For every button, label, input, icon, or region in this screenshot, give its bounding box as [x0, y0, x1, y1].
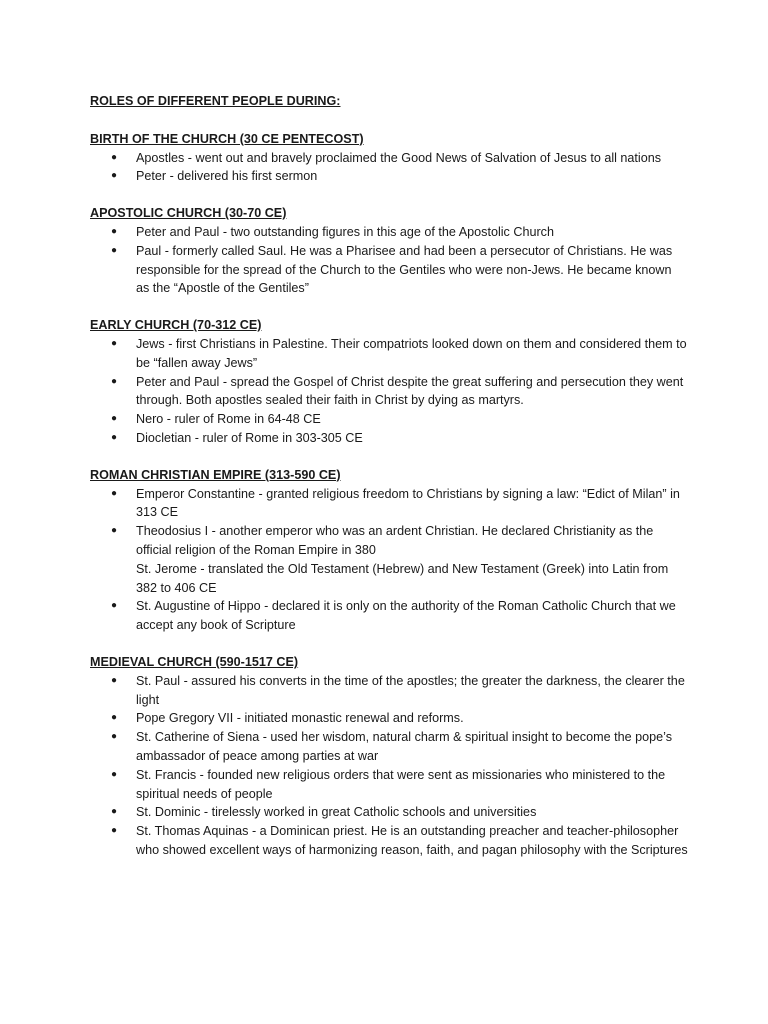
bullet-icon: ●: [111, 375, 118, 387]
bullet-list: [90, 223, 688, 298]
list-item-text: Nero - ruler of Rome in 64-48 CE: [136, 412, 321, 427]
list-item-text: Jews - first Christians in Palestine. Their compatriots looked down on them and considered them to be “fallen away Jews”: [136, 336, 687, 370]
section: [90, 130, 688, 186]
bullet-list: [90, 335, 688, 448]
list-item-extra-text: St. Jerome - translated the Old Testament (Hebrew) and New Testament (Greek) into Latin from 382 to 406 CE: [136, 561, 669, 595]
list-item: [90, 522, 688, 597]
bullet-icon: ●: [111, 337, 118, 349]
list-item-text: St. Francis - founded new religious orders that were sent as missionaries who ministered to the spiritual needs of people: [136, 767, 666, 801]
list-item-text: St. Dominic - tirelessly worked in great Catholic schools and universities: [136, 805, 537, 820]
bullet-icon: ●: [111, 731, 118, 743]
list-item: [90, 766, 688, 804]
bullet-icon: ●: [111, 225, 118, 237]
list-item: [90, 597, 688, 635]
document-title: ROLES OF DIFFERENT PEOPLE DURING:: [90, 94, 341, 108]
section: [90, 204, 688, 298]
list-item-text: Apostles - went out and bravely proclaimed the Good News of Salvation of Jesus to all nations: [136, 150, 662, 165]
bullet-icon: ●: [111, 825, 118, 837]
list-item: [90, 373, 688, 411]
section: [90, 466, 688, 635]
list-item: [90, 728, 688, 766]
list-item: [90, 803, 688, 822]
list-item-text: Emperor Constantine - granted religious freedom to Christians by signing a law: “Edict of Milan” in 313 CE: [136, 486, 680, 520]
list-item: [90, 822, 688, 860]
list-item: [90, 410, 688, 429]
section: [90, 316, 688, 448]
bullet-icon: ●: [111, 413, 118, 425]
list-item-text: St. Thomas Aquinas - a Dominican priest. He is an outstanding preacher and teacher-philosopher who showed excellent ways of harmonizing reason, faith, and pagan philosophy with the Scriptures: [136, 824, 688, 857]
section-heading: ROMAN CHRISTIAN EMPIRE (313-590 CE): [90, 467, 341, 482]
list-item: [90, 335, 688, 373]
list-item: [90, 485, 688, 523]
section-heading: APOSTOLIC CHURCH (30-70 CE): [90, 206, 287, 221]
bullet-icon: ●: [111, 244, 118, 256]
bullet-icon: ●: [111, 431, 118, 443]
bullet-list: [90, 485, 688, 635]
sections-container: [90, 130, 688, 860]
list-item-text: St. Paul - assured his converts in the time of the apostles; the greater the darkness, the clearer the light: [136, 673, 685, 707]
list-item: [90, 223, 688, 242]
list-item-text: St. Catherine of Siena - used her wisdom, natural charm & spiritual insight to become the pope’s ambassador of peace among parties at war: [136, 730, 672, 763]
bullet-icon: ●: [111, 170, 118, 182]
list-item-text: Peter and Paul - spread the Gospel of Christ despite the great suffering and persecution they went through. Both apostles sealed their faith in Christ by dying as martyrs.: [136, 374, 684, 408]
bullet-icon: ●: [111, 768, 118, 780]
list-item: [90, 242, 688, 298]
list-item-text: Pope Gregory VII - initiated monastic renewal and reforms.: [136, 711, 464, 726]
list-item: [90, 429, 688, 448]
list-item: [90, 149, 688, 168]
section-heading: EARLY CHURCH (70-312 CE): [90, 318, 262, 333]
list-item-text: Diocletian - ruler of Rome in 303-305 CE: [136, 430, 363, 445]
bullet-list: [90, 672, 688, 860]
bullet-icon: ●: [111, 712, 118, 724]
bullet-list: [90, 149, 688, 187]
section-heading: MEDIEVAL CHURCH (590-1517 CE): [90, 654, 299, 669]
list-item: [90, 167, 688, 186]
bullet-icon: ●: [111, 525, 118, 537]
section: [90, 653, 688, 860]
list-item: [90, 709, 688, 728]
section-heading: BIRTH OF THE CHURCH (30 CE PENTECOST): [90, 131, 364, 146]
list-item-text: Theodosius I - another emperor who was an ardent Christian. He declared Christianity as the official religion of the Roman Empire in 380: [136, 524, 654, 557]
bullet-icon: ●: [111, 806, 118, 818]
bullet-icon: ●: [111, 487, 118, 499]
list-item-text: Peter - delivered his first sermon: [136, 169, 318, 184]
list-item-text: Paul - formerly called Saul. He was a Pharisee and had been a persecutor of Christians. He was responsible for the spread of the Church to the Gentiles who were non-Jews. He became known as the “Apostle of the Gentiles”: [136, 243, 673, 296]
list-item-text: St. Augustine of Hippo - declared it is only on the authority of the Roman Catholic Church that we accept any book of Scripture: [136, 599, 676, 633]
list-item-text: Peter and Paul - two outstanding figures in this age of the Apostolic Church: [136, 224, 554, 239]
bullet-icon: ●: [111, 151, 118, 163]
bullet-icon: ●: [111, 674, 118, 686]
list-item: [90, 672, 688, 710]
bullet-icon: ●: [111, 600, 118, 612]
